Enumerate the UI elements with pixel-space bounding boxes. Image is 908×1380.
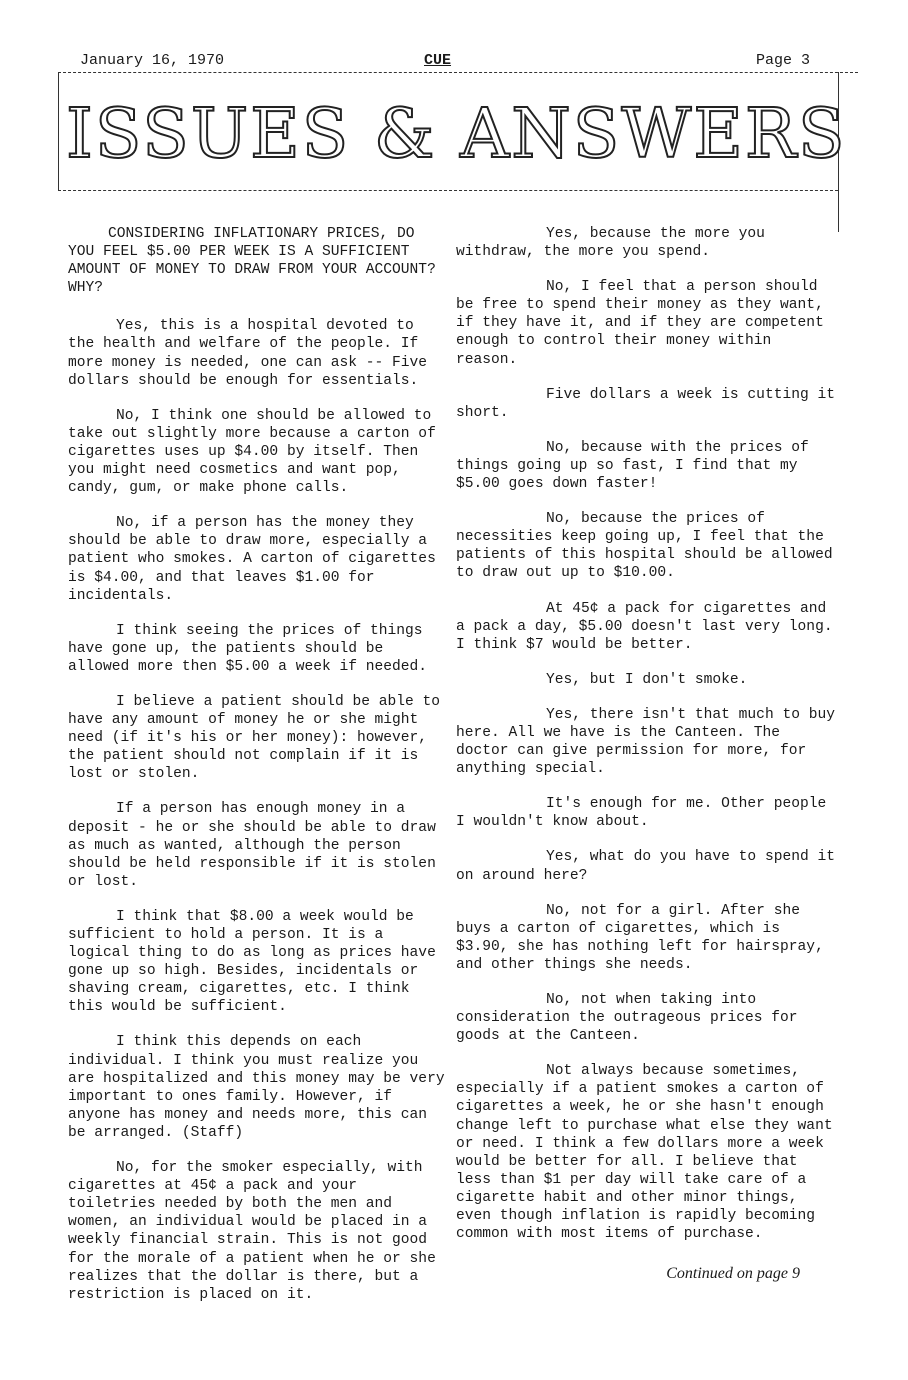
answer-paragraph-staff [68, 1033, 446, 1142]
answer-paragraph: No, if a person has the money they should be able to draw more, especially a patient who smokes. A carton of cigarettes is $4.00, and that leaves $1.00 for incidentals. [68, 515, 436, 604]
answer-paragraph: No, because with the prices of things going up so fast, I find that my $5.00 goes down faster! [456, 439, 809, 493]
page-number: Page 3 [756, 52, 811, 69]
answer-paragraph: Yes, this is a hospital devoted to the health and welfare of the people. If more money is needed, one can ask -- Five dollars should be enough for essentials. [68, 318, 428, 389]
answer-paragraph: No, I feel that a person should be free to spend their money as they want, if they have it, and if they are competent enough to control their money within reason. [456, 279, 824, 368]
staff-tag: (Staff) [181, 1124, 244, 1141]
answer-paragraph: Yes, there isn't that much to buy here. All we have is the Canteen. The doctor can give permission for more, for anything special. [456, 706, 836, 778]
answer-paragraph: At 45¢ a pack for cigarettes and a pack a day, $5.00 doesn't last very long. I think $7 would be better. [456, 600, 833, 653]
issue-date: January 16, 1970 [80, 52, 225, 69]
question-text: CONSIDERING INFLATIONARY PRICES, DO YOU FEEL $5.00 PER WEEK IS A SUFFICIENT AMOUNT OF MONEY TO DRAW FROM YOUR ACCOUNT? WHY? [68, 226, 436, 297]
answer-paragraph: No, not for a girl. After she buys a carton of cigarettes, which is $3.90, she has nothing left for hairspray, and other things she needs. [456, 902, 824, 973]
answer-paragraph: Yes, what do you have to spend it on around here? [456, 849, 836, 884]
answer-paragraph: I believe a patient should be able to have any amount of money he or she might need (if it's his or her money): however, the patient should not complain if it is lost or stolen. [68, 693, 441, 783]
left-column [68, 225, 446, 1321]
answer-paragraph: If a person has enough money in a deposit - he or she should be able to draw as much as wanted, although the person should be held responsible if it is stolen or lost. [68, 801, 436, 890]
answer-paragraph: No, for the smoker especially, with cigarettes at 45¢ a pack and your toiletries needed by both the men and women, an individual would be placed in a weekly financial strain. This is not good for the morale of a patient when he or she realizes that the dollar is there, but a restriction is placed on it. [68, 1160, 436, 1303]
right-column [456, 225, 838, 1300]
answer-paragraph: I think seeing the prices of things have gone up, the patients should be allowed more then $5.00 a week if needed. [68, 622, 428, 675]
answer-paragraph: No, not when taking into consideration the outrageous prices for goods at the Canteen. [456, 992, 798, 1045]
answer-paragraph: No, because the prices of necessities keep going up, I feel that the patients of this hospital should be allowed to draw out up to $10.00. [456, 511, 833, 582]
banner-left-rule [58, 72, 59, 190]
header-rule [58, 72, 858, 73]
banner-bottom-rule [58, 190, 838, 191]
answer-paragraph: No, I think one should be allowed to take out slightly more because a carton of cigarettes uses up $4.00 by itself. Then you might need cosmetics and want pop, candy, gum, or make phone calls. [68, 407, 436, 497]
answer-paragraph: I think that $8.00 a week would be sufficient to hold a person. It is a logical thing to do as long as prices have gone up so high. Besides, incidentals or shaving cream, cigarettes, etc. I think this would be sufficient. [68, 908, 436, 1016]
continued-note: Continued on page 9 [666, 1265, 800, 1283]
answer-paragraph: Not always because sometimes, especially if a patient smokes a carton of cigarettes a week, he or she hasn't enough change left to purchase what else they want or need. I think a few dollars more a week would be better for all. I believe that less than $1 per day will take care of a cigarette habit and other minor things, even though inflation is rapidly becoming common with most items of purchase. [456, 1063, 833, 1243]
answer-paragraph: Yes, but I don't smoke. [546, 671, 748, 688]
answer-text: I think this depends on each individual. I think you must realize you are hospitalized and this money may be very important to ones family. However, if anyone has money and needs more, this can be arranged. [68, 1034, 445, 1141]
banner-title: ISSUES & ANSWERS [66, 95, 847, 174]
newspaper-name: CUE [424, 52, 452, 69]
answer-paragraph: Five dollars a week is cutting it short. [456, 386, 836, 421]
answer-paragraph: Yes, because the more you withdraw, the more you spend. [456, 226, 765, 261]
answer-paragraph: It's enough for me. Other people I wouldn't know about. [456, 796, 827, 831]
